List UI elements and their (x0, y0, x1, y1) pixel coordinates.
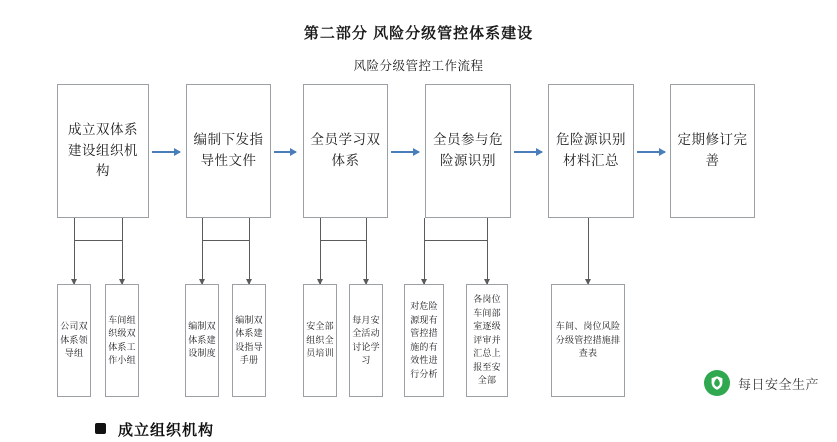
flow-substep-5[interactable] (303, 284, 337, 397)
connector-step4-sub2 (487, 218, 488, 284)
page-subtitle: 风险分级管控工作流程 (353, 59, 484, 73)
flow-substep-3[interactable] (185, 284, 219, 397)
flow-substep-8[interactable] (466, 284, 508, 397)
flow-step-2-label: 编制下发指导性文件 (193, 132, 264, 168)
arrow-step5-step6 (637, 151, 665, 153)
flow-step-5-label: 危险源识别材料汇总 (556, 132, 626, 168)
flow-step-4-label: 全员参与危险源识别 (433, 132, 503, 168)
connector-step1-sub1 (74, 218, 75, 284)
arrow-step2-step3 (274, 151, 296, 153)
connector-step2-sub1 (202, 218, 203, 284)
flow-step-5[interactable] (548, 84, 634, 218)
flow-substep-4-label: 编制双体系建设指导手册 (235, 314, 263, 365)
connector-step4-sub1 (424, 218, 425, 284)
flow-step-4[interactable] (425, 84, 511, 218)
flow-step-6[interactable] (670, 84, 755, 218)
connector-step2-sub2 (249, 218, 250, 284)
flow-substep-3-label: 编制双体系建设制度 (188, 321, 216, 359)
flow-step-2[interactable] (186, 84, 271, 218)
flow-substep-9-label: 车间、岗位风险分级管控措施排查表 (555, 321, 621, 359)
flow-substep-7[interactable] (404, 284, 444, 397)
flow-substep-7-label: 对危险源现有管控措施的有效性进行分析 (410, 301, 438, 379)
flow-step-6-label: 定期修订完善 (677, 132, 748, 168)
watermark (704, 370, 819, 396)
connector-step5-sub1 (588, 218, 589, 284)
flow-substep-8-label: 各岗位车间部室逐级评审并汇总上报至安全部 (473, 294, 501, 386)
arrow-step3-step4 (391, 151, 419, 153)
shield-leaf-icon (704, 370, 730, 396)
branch-line-step3 (320, 240, 366, 241)
flow-step-1-label: 成立双体系建设组织机构 (68, 121, 138, 179)
flow-substep-6-label: 每月安全活动讨论学习 (352, 314, 380, 365)
flow-substep-1[interactable] (57, 284, 91, 397)
flow-substep-2-label: 车间组织级双体系工作小组 (108, 314, 136, 365)
arrow-step4-step5 (514, 151, 542, 153)
flow-substep-2[interactable] (105, 284, 139, 397)
connector-step1-sub2 (122, 218, 123, 284)
bottom-section-heading: 成立组织机构 (118, 422, 215, 439)
bullet-icon (95, 423, 106, 434)
flow-step-3[interactable] (303, 84, 388, 218)
flow-substep-4[interactable] (232, 284, 266, 397)
branch-line-step1 (74, 240, 122, 241)
branch-line-step4 (424, 240, 487, 241)
branch-line-step2 (202, 240, 249, 241)
connector-step3-sub1 (320, 218, 321, 284)
watermark-label: 每日安全生产 (737, 376, 819, 392)
flow-substep-5-label: 安全部组织全员培训 (306, 321, 334, 359)
flow-substep-6[interactable] (349, 284, 383, 397)
flow-step-3-label: 全员学习双体系 (310, 132, 381, 168)
flow-step-1[interactable] (57, 84, 149, 218)
connector-step3-sub2 (366, 218, 367, 284)
flow-substep-9[interactable] (551, 284, 625, 397)
arrow-step1-step2 (152, 151, 180, 153)
page-title: 第二部分 风险分级管控体系建设 (303, 25, 534, 42)
flow-substep-1-label: 公司双体系领导组 (60, 321, 88, 359)
